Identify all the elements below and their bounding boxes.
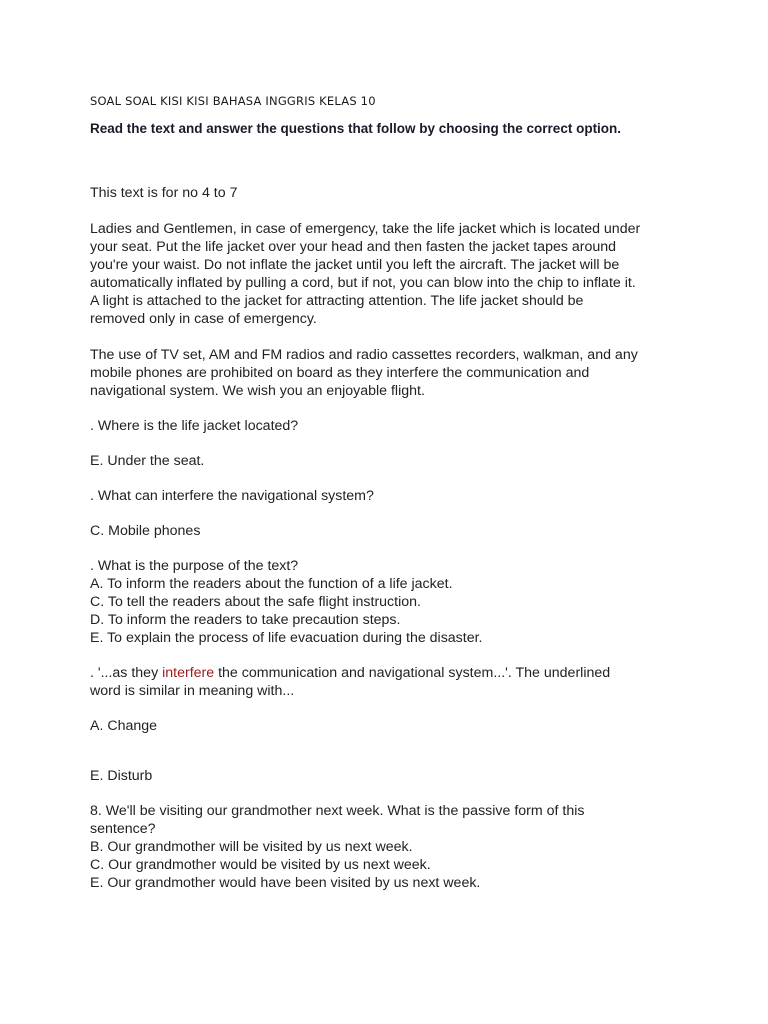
passage-intro: This text is for no 4 to 7 <box>90 185 238 201</box>
option: D. To inform the readers to take precaution steps. <box>90 612 401 628</box>
passage-line: removed only in case of emergency. <box>90 311 317 327</box>
passage-line: you're your waist. Do not inflate the jacket until you left the aircraft. The jacket will be <box>90 257 620 273</box>
question-7-line-2: word is similar in meaning with... <box>90 683 295 699</box>
highlighted-word: interfere <box>162 665 215 681</box>
option: A. Change <box>90 718 158 734</box>
question-8-line-2: sentence? <box>90 821 156 837</box>
option: A. To inform the readers about the function of a life jacket. <box>90 576 453 592</box>
passage-line: automatically inflated by pulling a cord, but if not, you can blow into the chip to inflate it. <box>90 275 636 291</box>
passage-line: A light is attached to the jacket for attracting attention. The life jacket should be <box>90 293 584 309</box>
answer-5: C. Mobile phones <box>90 523 201 539</box>
option: E. Our grandmother would have been visited by us next week. <box>90 875 481 891</box>
option: E. To explain the process of life evacuation during the disaster. <box>90 630 483 646</box>
option: C. Our grandmother would be visited by us next week. <box>90 857 431 873</box>
passage-line: your seat. Put the life jacket over your head and then fasten the jacket tapes around <box>90 239 617 255</box>
option: E. Disturb <box>90 768 153 784</box>
question-8: 8. We'll be visiting our grandmother next week. What is the passive form of this <box>90 803 585 819</box>
question-7-after: the communication and navigational system...'. The underlined <box>214 665 611 681</box>
instruction-text: Read the text and answer the questions that follow by choosing the correct option. <box>90 121 622 136</box>
passage-line: mobile phones are prohibited on board as they interfere the communication and <box>90 365 590 381</box>
passage-line: The use of TV set, AM and FM radios and radio cassettes recorders, walkman, and any <box>90 347 638 363</box>
question-6: . What is the purpose of the text? <box>90 558 299 574</box>
document-body <box>90 184 690 892</box>
passage-line: Ladies and Gentlemen, in case of emergency, take the life jacket which is located under <box>90 221 641 237</box>
answer-4: E. Under the seat. <box>90 453 205 469</box>
question-7-before: . '...as they <box>90 665 163 681</box>
option: B. Our grandmother will be visited by us next week. <box>90 839 413 855</box>
document-header-title: SOAL SOAL KISI KISI BAHASA INGGRIS KELAS 10 <box>90 94 376 108</box>
option: C. To tell the readers about the safe flight instruction. <box>90 594 421 610</box>
passage-paragraph-1 <box>90 220 690 328</box>
question-7 <box>90 664 690 682</box>
question-4: . Where is the life jacket located? <box>90 418 299 434</box>
question-5: . What can interfere the navigational system? <box>90 488 374 504</box>
passage-paragraph-2 <box>90 346 690 400</box>
passage-line: navigational system. We wish you an enjoyable flight. <box>90 383 425 399</box>
